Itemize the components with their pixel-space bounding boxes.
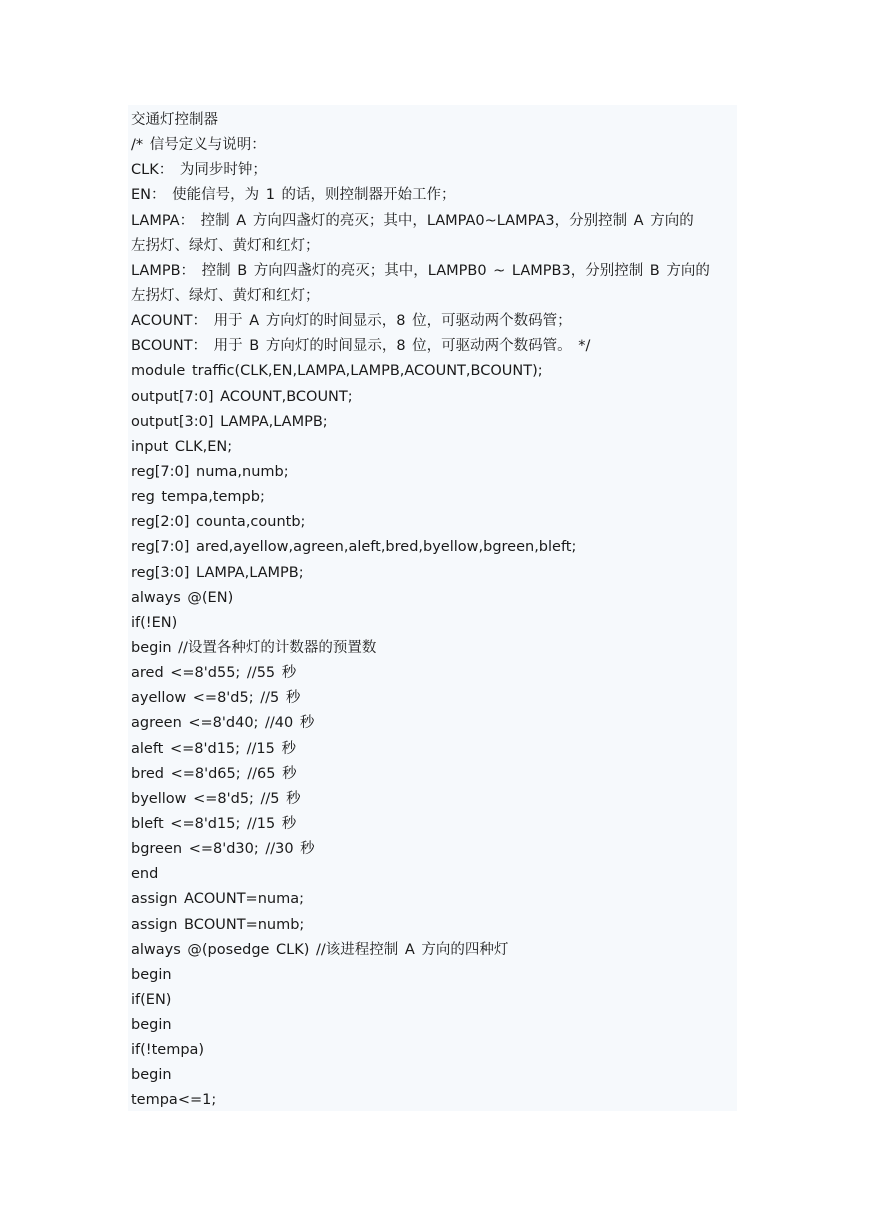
- code-line: tempa<=1;: [131, 1092, 217, 1109]
- comment-line: 左拐灯、绿灯、黄灯和红灯；: [131, 237, 320, 254]
- code-line: begin: [131, 1017, 172, 1034]
- code-line: reg[2:0] counta,countb;: [131, 514, 306, 531]
- code-line: bleft <=8'd15; //15 秒: [131, 815, 297, 832]
- code-line: begin //设置各种灯的计数器的预置数: [131, 639, 377, 656]
- code-line: assign BCOUNT=numb;: [131, 916, 305, 933]
- code-line: bgreen <=8'd30; //30 秒: [131, 841, 315, 858]
- code-line: end: [131, 866, 159, 883]
- code-line: agreen <=8'd40; //40 秒: [131, 715, 315, 732]
- code-line: if(EN): [131, 991, 172, 1008]
- code-line: assign ACOUNT=numa;: [131, 891, 304, 908]
- comment-line: LAMPA： 控制 A 方向四盏灯的亮灭；其中，LAMPA0~LAMPA3，分别控制 A 方向的: [131, 212, 694, 229]
- comment-line: 左拐灯、绿灯、黄灯和红灯；: [131, 287, 320, 304]
- code-line: always @(posedge CLK) //该进程控制 A 方向的四种灯: [131, 941, 509, 958]
- code-line: if(!EN): [131, 614, 178, 631]
- code-line: module traffic(CLK,EN,LAMPA,LAMPB,ACOUNT,BCOUNT);: [131, 363, 543, 380]
- comment-line: BCOUNT： 用于 B 方向灯的时间显示，8 位，可驱动两个数码管。 */: [131, 338, 591, 355]
- code-line: ayellow <=8'd5; //5 秒: [131, 690, 301, 707]
- code-line: reg tempa,tempb;: [131, 489, 265, 506]
- doc-title: 交通灯控制器: [131, 112, 218, 128]
- code-text-block: [128, 105, 737, 1111]
- code-line: begin: [131, 966, 172, 983]
- code-line: reg[7:0] numa,numb;: [131, 463, 289, 480]
- code-line: output[7:0] ACOUNT,BCOUNT;: [131, 388, 353, 405]
- comment-line: EN： 使能信号，为 1 的话，则控制器开始工作；: [131, 187, 456, 204]
- code-line: begin: [131, 1067, 172, 1084]
- code-line: always @(EN): [131, 589, 234, 606]
- code-line: ared <=8'd55; //55 秒: [131, 665, 297, 682]
- code-line: reg[7:0] ared,ayellow,agreen,aleft,bred,byellow,bgreen,bleft;: [131, 539, 577, 556]
- comment-line: CLK： 为同步时钟；: [131, 162, 267, 179]
- code-line: reg[3:0] LAMPA,LAMPB;: [131, 564, 304, 581]
- code-line: if(!tempa): [131, 1042, 205, 1059]
- comment-line: /* 信号定义与说明：: [131, 137, 266, 154]
- code-line: byellow <=8'd5; //5 秒: [131, 790, 301, 807]
- comment-line: LAMPB： 控制 B 方向四盏灯的亮灭；其中，LAMPB0 ~ LAMPB3，分别控制 B 方向的: [131, 262, 710, 279]
- code-line: output[3:0] LAMPA,LAMPB;: [131, 413, 328, 430]
- code-line: aleft <=8'd15; //15 秒: [131, 740, 296, 757]
- code-line: bred <=8'd65; //65 秒: [131, 765, 297, 782]
- comment-line: ACOUNT： 用于 A 方向灯的时间显示，8 位，可驱动两个数码管；: [131, 313, 572, 330]
- code-line: input CLK,EN;: [131, 438, 233, 455]
